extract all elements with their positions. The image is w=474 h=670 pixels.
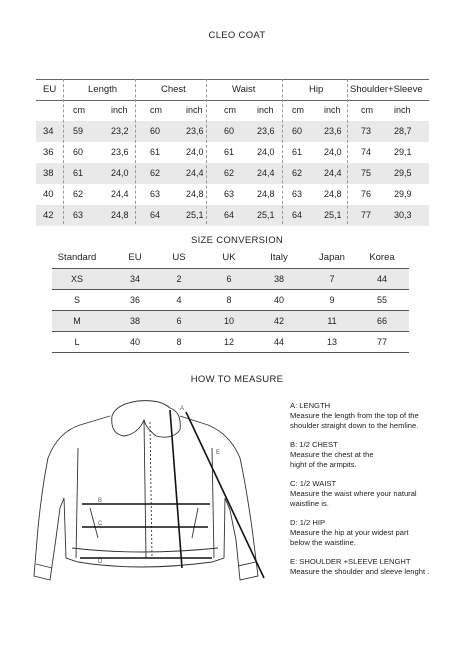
size-chart-group-header (36, 79, 429, 100)
label-a: A (180, 406, 185, 412)
table-cell: 77 (376, 337, 387, 347)
table-row (52, 290, 409, 311)
table-cell: S (73, 295, 80, 305)
table-cell: 61 (150, 147, 161, 157)
table-cell: 61 (224, 147, 235, 157)
table-cell: 24,0 (257, 147, 275, 157)
table-cell: 63 (224, 189, 235, 199)
size-chart-unit-header (36, 100, 429, 121)
table-cell: 38 (273, 274, 284, 284)
table-cell: 44 (376, 274, 387, 284)
table-row (36, 184, 429, 205)
unit-header: cm (150, 105, 162, 115)
table-cell: 24,4 (324, 168, 342, 178)
measure-instructions (290, 401, 470, 586)
coat-measurement-diagram (20, 388, 290, 598)
measure-item (290, 518, 470, 548)
label-d: D (98, 559, 103, 565)
table-cell: 24,0 (324, 147, 342, 157)
col-eu: EU (43, 84, 57, 95)
col-length: Length (88, 84, 118, 95)
label-b: B (98, 498, 103, 504)
table-cell: 61 (73, 168, 84, 178)
table-cell: 24,4 (111, 189, 129, 199)
table-row (52, 269, 409, 290)
table-cell: US (172, 252, 186, 263)
table-row (52, 311, 409, 332)
table-cell: 60 (292, 126, 303, 136)
page-title: CLEO COAT (208, 30, 266, 41)
table-cell: 2 (176, 274, 182, 284)
table-cell: 24,4 (186, 168, 204, 178)
table-cell: 77 (361, 210, 372, 220)
table-cell: 12 (223, 337, 234, 347)
table-cell: L (74, 337, 80, 347)
table-cell: 64 (150, 210, 161, 220)
table-cell: Standard (57, 252, 97, 263)
table-cell: 23,6 (324, 126, 342, 136)
table-cell: 24,8 (257, 189, 275, 199)
table-cell: EU (128, 252, 142, 263)
table-cell: UK (222, 252, 236, 263)
measure-heading: B: 1/2 CHEST (290, 440, 338, 449)
table-cell: 62 (292, 168, 303, 178)
measure-heading: D: 1/2 HIP (290, 518, 326, 527)
table-cell: 9 (329, 295, 335, 305)
table-row (36, 205, 429, 226)
table-cell: 29,5 (394, 168, 412, 178)
table-row (36, 163, 429, 184)
measure-item (290, 401, 470, 431)
unit-header: cm (224, 105, 236, 115)
table-cell: 8 (226, 295, 232, 305)
table-cell: 23,6 (186, 126, 204, 136)
table-cell: 24,8 (324, 189, 342, 199)
unit-header: cm (292, 105, 304, 115)
table-cell: 42 (273, 316, 284, 326)
col-shoulder-sleeve: Shoulder+Sleeve (350, 84, 423, 95)
unit-header: inch (186, 105, 203, 115)
table-row (36, 142, 429, 163)
measure-text: below the waistline. (290, 538, 356, 547)
unit-header: inch (257, 105, 274, 115)
table-cell: 73 (361, 126, 372, 136)
measure-title: HOW TO MEASURE (190, 374, 284, 385)
size-chart-table (36, 79, 429, 226)
measure-text: Measure the length from the top of the (290, 411, 419, 420)
col-waist: Waist (232, 84, 256, 95)
table-cell: 29,1 (394, 147, 412, 157)
table-cell: 62 (73, 189, 84, 199)
table-cell: 4 (176, 295, 182, 305)
table-cell: M (73, 316, 81, 326)
table-cell: Korea (369, 252, 395, 263)
table-cell: 40 (129, 337, 140, 347)
table-cell: 25,1 (257, 210, 275, 220)
table-cell: 23,2 (111, 126, 129, 136)
table-row (52, 332, 409, 353)
table-cell: 44 (273, 337, 284, 347)
eu-size: 40 (43, 189, 54, 200)
table-cell: 6 (226, 274, 232, 284)
label-c: C (98, 521, 103, 527)
table-cell: 74 (361, 147, 372, 157)
measure-heading: C: 1/2 WAIST (290, 479, 337, 488)
eu-size: 34 (43, 126, 54, 137)
measure-heading: E: SHOULDER +SLEEVE LENGHT (290, 557, 411, 566)
table-cell: 6 (176, 316, 182, 326)
measure-text: Measure the chest at the (290, 450, 374, 459)
table-cell: 66 (376, 316, 387, 326)
table-cell: 30,3 (394, 210, 412, 220)
unit-header: cm (361, 105, 373, 115)
table-cell: 23,6 (257, 126, 275, 136)
table-cell: Italy (270, 252, 288, 263)
table-cell: 36 (129, 295, 140, 305)
unit-header: inch (324, 105, 341, 115)
table-cell: 34 (129, 274, 140, 284)
table-cell: 60 (224, 126, 235, 136)
table-cell: 13 (326, 337, 337, 347)
table-row (36, 121, 429, 142)
table-cell: 24,4 (257, 168, 275, 178)
table-cell: 24,8 (111, 210, 129, 220)
shoulder-sleeve-line (186, 412, 264, 578)
table-cell: Japan (319, 252, 345, 263)
table-cell: 38 (129, 316, 140, 326)
table-cell: 28,7 (394, 126, 412, 136)
table-cell: XS (70, 274, 83, 284)
table-cell: 11 (327, 316, 337, 326)
conversion-header (52, 247, 409, 269)
table-cell: 64 (224, 210, 235, 220)
table-cell: 63 (73, 210, 84, 220)
table-cell: 75 (361, 168, 372, 178)
table-cell: 7 (329, 274, 335, 284)
table-cell: 62 (224, 168, 235, 178)
table-cell: 64 (292, 210, 303, 220)
table-cell: 25,1 (324, 210, 342, 220)
measure-text: Measure the waist where your natural (290, 489, 417, 498)
table-cell: 62 (150, 168, 161, 178)
table-cell: 10 (223, 316, 234, 326)
table-cell: 63 (150, 189, 161, 199)
table-cell: 24,0 (186, 147, 204, 157)
table-cell: 29,9 (394, 189, 412, 199)
unit-header: cm (73, 105, 85, 115)
table-cell: 25,1 (186, 210, 204, 220)
measure-text: Measure the shoulder and sleeve lenght . (290, 567, 430, 576)
measure-text: shoulder straight down to the hemline. (290, 421, 419, 430)
eu-size: 42 (43, 210, 54, 221)
measure-text: hight of the armpits. (290, 460, 357, 469)
eu-size: 36 (43, 147, 54, 158)
table-cell: 59 (73, 126, 84, 136)
measure-text: waistline is. (290, 499, 329, 508)
unit-header: inch (394, 105, 411, 115)
measure-item (290, 479, 470, 509)
eu-size: 38 (43, 168, 54, 179)
measure-item (290, 557, 470, 577)
table-cell: 24,0 (111, 168, 129, 178)
table-cell: 40 (273, 295, 284, 305)
measure-item (290, 440, 470, 470)
size-conversion-table (52, 247, 409, 353)
table-cell: 63 (292, 189, 303, 199)
conversion-title: SIZE CONVERSION (190, 235, 284, 246)
label-e: E (216, 450, 221, 456)
table-cell: 60 (150, 126, 161, 136)
table-cell: 24,8 (186, 189, 204, 199)
table-cell: 23,6 (111, 147, 129, 157)
unit-header: inch (111, 105, 128, 115)
table-cell: 61 (292, 147, 303, 157)
table-cell: 60 (73, 147, 84, 157)
table-cell: 8 (176, 337, 182, 347)
table-cell: 76 (361, 189, 372, 199)
col-hip: Hip (309, 84, 324, 95)
measure-heading: A: LENGTH (290, 401, 331, 410)
col-chest: Chest (161, 84, 186, 95)
table-cell: 55 (376, 295, 387, 305)
measure-text: Measure the hip at your widest part (290, 528, 409, 537)
